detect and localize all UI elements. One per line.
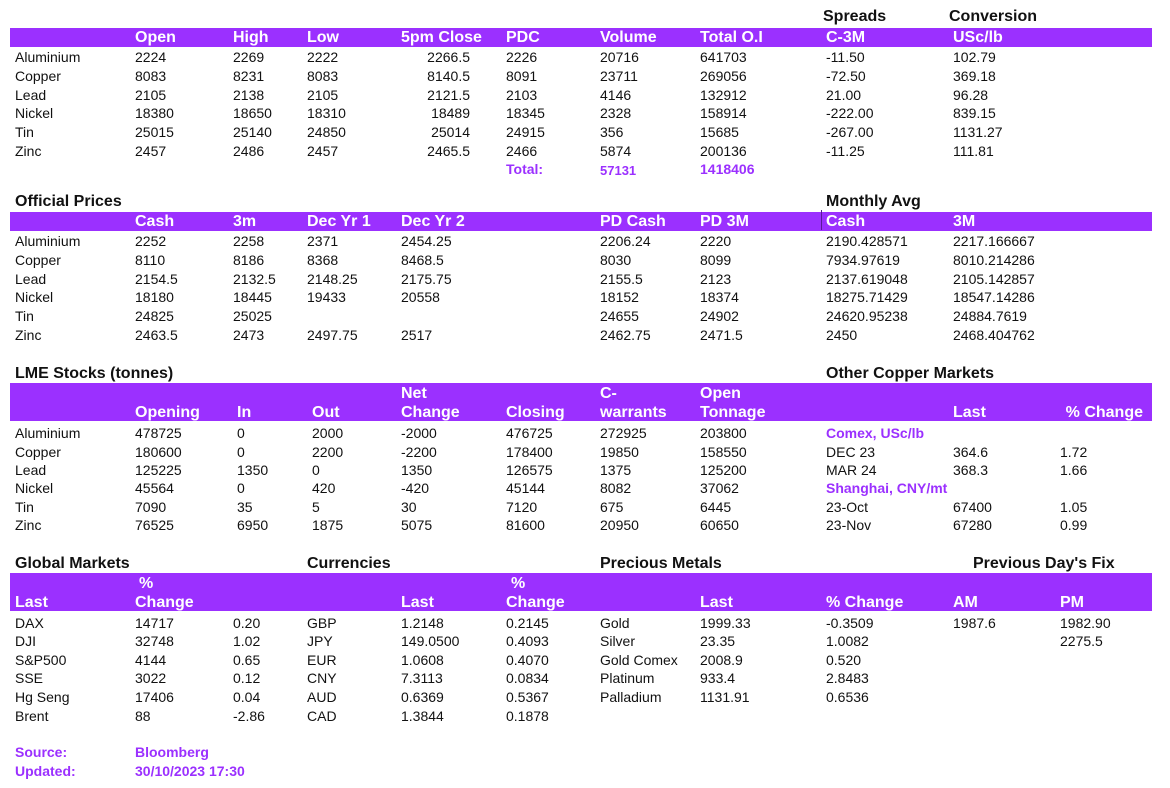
stocks-header-3: Change [401, 404, 460, 421]
prices-header-8: USc/lb [953, 29, 1003, 46]
official-cell: 24902 [700, 308, 739, 324]
fix-pm: 1982.90 [1060, 615, 1111, 631]
index-change: 0.04 [233, 689, 261, 705]
official-header-3: Dec Yr 2 [401, 213, 465, 230]
stocks-cell: 2200 [312, 444, 344, 460]
stocks-cell: 30 [401, 499, 417, 515]
market-heading: Shanghai, CNY/mt [826, 480, 948, 496]
official-cell: 7934.97619 [826, 252, 900, 268]
index-change: 0.12 [233, 670, 261, 686]
prices-cell: 2222 [307, 49, 339, 65]
stocks-cell: 126575 [506, 462, 553, 478]
index-last: 88 [135, 708, 151, 724]
precious-change-header: % Change [826, 594, 904, 611]
stocks-cell: 19850 [600, 444, 639, 460]
official-cell: 24655 [600, 308, 639, 324]
prices-cell: 2486 [233, 143, 265, 159]
prices-cell: 24915 [506, 124, 545, 140]
official-cell: 25025 [233, 308, 272, 324]
global-pct-symbol: % [139, 575, 154, 592]
stocks-cell: 2000 [312, 425, 344, 441]
stocks-cell: 1875 [312, 517, 344, 533]
stocks-cell: 7090 [135, 499, 167, 515]
official-cell: 2206.24 [600, 233, 651, 249]
contract-label: 23-Oct [826, 499, 869, 515]
lme-stocks-title: LME Stocks (tonnes) [15, 365, 174, 382]
metal-label: Tin [15, 124, 34, 140]
stocks-cell: 81600 [506, 517, 545, 533]
stocks-cell: 0 [237, 480, 245, 496]
prices-cell: 1131.27 [953, 124, 1003, 140]
stocks-cell: 478725 [135, 425, 182, 441]
index-change: 0.65 [233, 652, 261, 668]
stocks-header-2: Out [312, 404, 340, 421]
monthly-avg-title: Monthly Avg [826, 193, 921, 210]
prices-cell: 24850 [307, 124, 346, 140]
official-cell: 8110 [135, 252, 166, 268]
stocks-cell: 45564 [135, 480, 174, 496]
fix-am: 1987.6 [953, 615, 996, 631]
stocks-cell: 1375 [600, 462, 632, 478]
stocks-cell: -2200 [401, 444, 437, 460]
prices-cell: -11.25 [826, 143, 865, 159]
stocks-cell: 6445 [700, 499, 732, 515]
precious-label: Gold Comex [600, 652, 678, 668]
fix-pm: 2275.5 [1060, 633, 1103, 649]
stocks-cell: -2000 [401, 425, 437, 441]
currency-last-header: Last [401, 594, 434, 611]
stocks-header-net: Net [401, 385, 427, 402]
official-header-5: PD 3M [700, 213, 749, 230]
official-header-6: Cash [826, 213, 866, 230]
copper-last: 364.6 [953, 444, 989, 460]
metal-label: Lead [15, 462, 47, 478]
prices-cell: 641703 [700, 49, 747, 65]
market-heading: Comex, USc/lb [826, 425, 925, 441]
index-change: -2.86 [233, 708, 265, 724]
prices-cell: 2457 [135, 143, 167, 159]
prices-cell: 158914 [700, 105, 747, 121]
precious-change: 2.8483 [826, 670, 869, 686]
stocks-cell: 125225 [135, 462, 182, 478]
precious-last: 933.4 [700, 670, 736, 686]
stocks-cell: 35 [237, 499, 253, 515]
copper-last: 67280 [953, 517, 992, 533]
prices-header-3: 5pm Close [401, 29, 482, 46]
prices-cell: 20716 [600, 49, 639, 65]
stocks-cell: 272925 [600, 425, 647, 441]
precious-change: 1.0082 [826, 633, 869, 649]
stocks-cell: 5 [312, 499, 320, 515]
prices-cell: 369.18 [953, 68, 996, 84]
prices-cell: 18345 [506, 105, 545, 121]
prices-cell: 25015 [135, 124, 174, 140]
stocks-cell: 1350 [401, 462, 433, 478]
currency-change: 0.4093 [506, 633, 549, 649]
index-change: 0.20 [233, 615, 261, 631]
fix-am-header: AM [953, 594, 978, 611]
prices-cell: 18489 [431, 105, 470, 121]
copper-pct-change: 1.66 [1060, 462, 1088, 478]
official-header-4: PD Cash [600, 213, 666, 230]
metal-label: Nickel [15, 289, 54, 305]
prices-cell: 2138 [233, 87, 265, 103]
prices-cell: 132912 [700, 87, 747, 103]
prices-cell: 8140.5 [427, 68, 470, 84]
official-header-2: Dec Yr 1 [307, 213, 371, 230]
stocks-cell: 7120 [506, 499, 538, 515]
official-header-1: 3m [233, 213, 257, 230]
stocks-cell: -420 [401, 480, 430, 496]
prices-cell: 200136 [700, 143, 747, 159]
official-header-0: Cash [135, 213, 175, 230]
prices-cell: 2105 [307, 87, 339, 103]
official-cell: 18374 [700, 289, 739, 305]
copper-pct-change: 1.05 [1060, 499, 1088, 515]
index-label: DAX [15, 615, 44, 631]
currency-label: CNY [307, 670, 337, 686]
stocks-cell: 0 [237, 444, 245, 460]
stocks-cell: 60650 [700, 517, 739, 533]
stocks-header-5: warrants [600, 404, 667, 421]
metal-label: Copper [15, 444, 61, 460]
metal-label: Aluminium [15, 233, 81, 249]
stocks-cell: 45144 [506, 480, 545, 496]
official-cell: 2371 [307, 233, 339, 249]
official-cell: 18547.14286 [953, 289, 1035, 305]
metal-label: Copper [15, 252, 61, 268]
official-cell: 2105.142857 [953, 271, 1035, 287]
precious-last: 2008.9 [700, 652, 743, 668]
spreads-label: Spreads [823, 8, 887, 25]
stocks-cell: 37062 [700, 480, 739, 496]
official-cell: 2463.5 [135, 327, 178, 343]
prices-cell: -222.00 [826, 105, 874, 121]
currency-last: 7.3113 [401, 670, 443, 686]
index-last: 14717 [135, 615, 174, 631]
prices-cell: 18310 [307, 105, 346, 121]
prices-cell: -11.50 [826, 49, 865, 65]
prices-cell: 25014 [431, 124, 470, 140]
precious-last: 1131.91 [700, 689, 750, 705]
stocks-header-c: C- [600, 385, 617, 402]
fix-pm-header: PM [1060, 594, 1084, 611]
prices-cell: 23711 [600, 68, 638, 84]
prices-cell: 2328 [600, 105, 632, 121]
stocks-header-7: Last [953, 404, 986, 421]
currency-change: 0.0834 [506, 670, 549, 686]
currency-label: GBP [307, 615, 337, 631]
index-last: 32748 [135, 633, 174, 649]
official-cell: 2468.404762 [953, 327, 1035, 343]
metal-label: Aluminium [15, 49, 81, 65]
currency-pct-symbol: % [511, 575, 526, 592]
stocks-cell: 125200 [700, 462, 747, 478]
official-cell: 2497.75 [307, 327, 358, 343]
index-change: 1.02 [233, 633, 261, 649]
prices-cell: 5874 [600, 143, 632, 159]
stocks-header-open: Open [700, 385, 741, 402]
precious-label: Silver [600, 633, 636, 649]
updated-label: Updated: [15, 763, 76, 779]
official-cell: 24825 [135, 308, 174, 324]
contract-label: DEC 23 [826, 444, 876, 460]
official-cell: 2137.619048 [826, 271, 908, 287]
stocks-cell: 76525 [135, 517, 174, 533]
official-header-band [10, 212, 1152, 231]
metal-label: Tin [15, 499, 34, 515]
prices-cell: 15685 [700, 124, 739, 140]
prices-header-7: C-3M [826, 29, 866, 46]
source-value: Bloomberg [135, 744, 209, 760]
official-cell: 8468.5 [401, 252, 444, 268]
official-cell: 8030 [600, 252, 632, 268]
index-last: 3022 [135, 670, 167, 686]
official-cell: 24620.95238 [826, 308, 908, 324]
prices-cell: 8091 [506, 68, 538, 84]
official-cell: 2471.5 [700, 327, 743, 343]
official-cell: 18445 [233, 289, 272, 305]
precious-label: Platinum [600, 670, 655, 686]
index-label: DJI [15, 633, 36, 649]
official-cell: 2454.25 [401, 233, 452, 249]
metal-label: Tin [15, 308, 34, 324]
updated-value: 30/10/2023 17:30 [135, 763, 245, 779]
copper-pct-change: 1.72 [1060, 444, 1088, 460]
currency-label: EUR [307, 652, 337, 668]
precious-last-header: Last [700, 594, 733, 611]
precious-label: Palladium [600, 689, 662, 705]
official-cell: 2155.5 [600, 271, 643, 287]
metal-label: Zinc [15, 143, 42, 159]
metal-label: Lead [15, 87, 47, 103]
stocks-header-6: Tonnage [700, 404, 766, 421]
prices-cell: 96.28 [953, 87, 989, 103]
official-header-7: 3M [953, 213, 976, 230]
official-cell: 2175.75 [401, 271, 452, 287]
prices-cell: 21.00 [826, 87, 862, 103]
official-cell: 2123 [700, 271, 732, 287]
precious-label: Gold [600, 615, 630, 631]
total-oi: 1418406 [700, 161, 755, 177]
prices-header-2: Low [307, 29, 339, 46]
index-label: SSE [15, 670, 44, 686]
precious-change: -0.3509 [826, 615, 874, 631]
prices-cell: 2226 [506, 49, 538, 65]
previous-fix-title: Previous Day's Fix [973, 555, 1115, 572]
stocks-cell: 203800 [700, 425, 747, 441]
index-label: Hg Seng [15, 689, 70, 705]
official-cell: 18275.71429 [826, 289, 908, 305]
metal-label: Lead [15, 271, 47, 287]
official-cell: 18152 [600, 289, 639, 305]
metal-label: Aluminium [15, 425, 81, 441]
prices-cell: 8231 [233, 68, 265, 84]
prices-header-0: Open [135, 29, 176, 46]
other-copper-title: Other Copper Markets [826, 365, 995, 382]
metal-label: Zinc [15, 327, 42, 343]
official-cell: 2462.75 [600, 327, 651, 343]
currency-change: 0.1878 [506, 708, 549, 724]
prices-cell: 2103 [506, 87, 538, 103]
copper-last: 67400 [953, 499, 992, 515]
official-cell: 20558 [401, 289, 440, 305]
total-volume: 57131 [600, 163, 637, 178]
official-cell: 2220 [700, 233, 732, 249]
prices-cell: 25140 [233, 124, 272, 140]
currency-change: 0.5367 [506, 689, 549, 705]
copper-pct-change: 0.99 [1060, 517, 1088, 533]
prices-cell: 356 [600, 124, 624, 140]
contract-label: MAR 24 [826, 462, 877, 478]
prices-cell: 4146 [600, 87, 632, 103]
currency-last: 1.0608 [401, 652, 444, 668]
precious-change: 0.520 [826, 652, 862, 668]
copper-last: 368.3 [953, 462, 989, 478]
official-cell: 8368 [307, 252, 339, 268]
precious-metals-title: Precious Metals [600, 555, 722, 572]
stocks-cell: 6950 [237, 517, 269, 533]
metal-label: Nickel [15, 480, 54, 496]
prices-cell: 2266.5 [427, 49, 470, 65]
official-cell: 2154.5 [135, 271, 178, 287]
currency-label: AUD [307, 689, 337, 705]
official-cell: 2517 [401, 327, 433, 343]
contract-label: 23-Nov [826, 517, 872, 533]
official-cell: 8186 [233, 252, 265, 268]
official-cell: 2473 [233, 327, 265, 343]
stocks-header-0: Opening [135, 404, 200, 421]
global-last-header: Last [15, 594, 48, 611]
stocks-cell: 5075 [401, 517, 433, 533]
prices-cell: 18650 [233, 105, 272, 121]
prices-cell: 2466 [506, 143, 538, 159]
currency-last: 149.0500 [401, 633, 460, 649]
currency-label: JPY [307, 633, 333, 649]
conversion-label: Conversion [949, 8, 1038, 25]
prices-cell: 269056 [700, 68, 747, 84]
header-divider [821, 210, 822, 230]
prices-cell: 102.79 [953, 49, 996, 65]
currency-change-header: Change [506, 594, 565, 611]
currency-last: 1.3844 [401, 708, 444, 724]
total-label: Total: [506, 161, 544, 177]
official-prices-title: Official Prices [15, 193, 122, 210]
metal-label: Nickel [15, 105, 54, 121]
stocks-header-1: In [237, 404, 252, 421]
prices-cell: 2269 [233, 49, 265, 65]
source-label: Source: [15, 744, 68, 760]
prices-cell: 2465.5 [427, 143, 470, 159]
official-cell: 2148.25 [307, 271, 358, 287]
official-cell: 24884.7619 [953, 308, 1027, 324]
currency-change: 0.4070 [506, 652, 549, 668]
stocks-cell: 1350 [237, 462, 269, 478]
official-cell: 2132.5 [233, 271, 276, 287]
prices-header-4: PDC [506, 29, 540, 46]
prices-cell: 2224 [135, 49, 167, 65]
stocks-header-4: Closing [506, 404, 565, 421]
official-cell: 2450 [826, 327, 858, 343]
prices-cell: 839.15 [953, 105, 996, 121]
prices-cell: 111.81 [953, 143, 994, 159]
global-markets-title: Global Markets [15, 555, 130, 572]
global-change-header: Change [135, 594, 194, 611]
stocks-cell: 8082 [600, 480, 632, 496]
prices-cell: -267.00 [826, 124, 874, 140]
prices-cell: 2105 [135, 87, 167, 103]
prices-header-6: Total O.I [700, 29, 763, 46]
stocks-cell: 420 [312, 480, 336, 496]
precious-last: 23.35 [700, 633, 736, 649]
prices-cell: 8083 [307, 68, 339, 84]
stocks-cell: 476725 [506, 425, 553, 441]
official-cell: 18180 [135, 289, 174, 305]
index-last: 17406 [135, 689, 174, 705]
index-label: Brent [15, 708, 49, 724]
currencies-title: Currencies [307, 555, 391, 572]
stocks-cell: 158550 [700, 444, 747, 460]
official-cell: 2252 [135, 233, 167, 249]
currency-last: 1.2148 [401, 615, 444, 631]
index-last: 4144 [135, 652, 167, 668]
currency-label: CAD [307, 708, 337, 724]
prices-cell: 2457 [307, 143, 339, 159]
currency-last: 0.6369 [401, 689, 444, 705]
stocks-cell: 0 [312, 462, 320, 478]
prices-header-5: Volume [600, 29, 657, 46]
stocks-cell: 180600 [135, 444, 182, 460]
prices-cell: -72.50 [826, 68, 866, 84]
prices-cell: 8083 [135, 68, 167, 84]
currency-change: 0.2145 [506, 615, 549, 631]
stocks-header-pct-change: % Change [1065, 404, 1143, 421]
official-cell: 2217.166667 [953, 233, 1035, 249]
stocks-cell: 0 [237, 425, 245, 441]
official-cell: 2190.428571 [826, 233, 908, 249]
metal-label: Zinc [15, 517, 42, 533]
prices-cell: 18380 [135, 105, 174, 121]
official-cell: 19433 [307, 289, 346, 305]
official-cell: 8010.214286 [953, 252, 1035, 268]
official-cell: 8099 [700, 252, 732, 268]
index-label: S&P500 [15, 652, 67, 668]
precious-last: 1999.33 [700, 615, 751, 631]
prices-header-1: High [233, 29, 269, 46]
prices-cell: 2121.5 [427, 87, 470, 103]
stocks-cell: 675 [600, 499, 624, 515]
stocks-cell: 178400 [506, 444, 553, 460]
stocks-cell: 20950 [600, 517, 639, 533]
precious-change: 0.6536 [826, 689, 869, 705]
official-cell: 2258 [233, 233, 265, 249]
metal-label: Copper [15, 68, 61, 84]
